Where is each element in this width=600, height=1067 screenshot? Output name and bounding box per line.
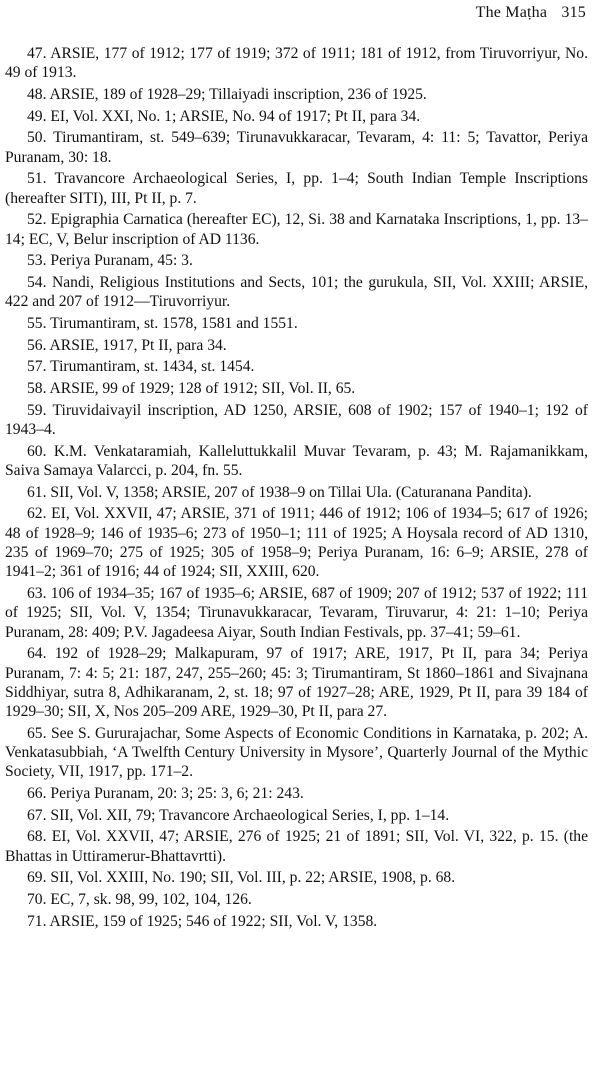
endnote xyxy=(5,210,588,249)
endnote-text: See S. Gururajachar, Some Aspects of Economic Conditions in Karnataka, p. 202; A. Venkatasubbiah, ‘A Twelfth Century University in Mysore’, Quarterly Journal of the Mythic Society, VII, 1917, pp. 171–2. xyxy=(5,724,588,781)
endnote-text: K.M. Venkataramiah, Kalleluttukkalil Muvar Tevaram, p. 43; M. Rajamanikkam, Saiva Samaya Valarcci, p. 204, fn. 55. xyxy=(5,442,588,480)
page-number: 315 xyxy=(561,4,586,21)
endnote xyxy=(5,806,588,825)
endnote-number: 48. xyxy=(27,85,47,103)
endnote-number: 63. xyxy=(27,584,47,602)
endnote-text: EI, Vol. XXI, No. 1; ARSIE, No. 94 of 1917; Pt II, para 34. xyxy=(46,107,421,125)
endnote xyxy=(5,827,588,866)
endnote-number: 53. xyxy=(27,252,47,270)
endnote-number: 61. xyxy=(27,483,47,501)
endnote-number: 64. xyxy=(27,645,47,663)
endnote xyxy=(5,724,588,782)
endnote-text: EI, Vol. XXVII, 47; ARSIE, 276 of 1925; 21 of 1891; SII, Vol. VI, 322, p. 15. (the Bhattas in Uttiramerur-Bhattavrtti). xyxy=(5,828,588,865)
endnote-text: ARSIE, 1917, Pt II, para 34. xyxy=(46,336,227,354)
endnote xyxy=(5,379,588,398)
endnote xyxy=(5,584,588,642)
endnote-text: Nandi, Religious Institutions and Sects, 101; the gurukula, SII, Vol. XXIII; ARSIE, 422 and 207 of 1912—Tiruvorriyur. xyxy=(5,274,588,311)
endnote-number: 52. xyxy=(27,211,47,229)
endnote-text: EI, Vol. XXVII, 47; ARSIE, 371 of 1911; 446 of 1912; 106 of 1934–5; 617 of 1926; 48 of 1928–9; 146 of 1935–6; 273 of 1950–1; 111 of 1925; A Hoysala record of AD 1310, 235 of 1969–70; 275 of 1925; 305 of 1958–9; Periya Puranam, 16: 6–9; ARSIE, 278 of 1941–2; 361 of 1916; 44 of 1924; SII, XXIII, 620. xyxy=(5,505,588,581)
endnotes-list xyxy=(5,44,588,934)
endnote xyxy=(5,401,588,440)
endnote-number: 67. xyxy=(27,806,47,824)
endnote xyxy=(5,169,588,208)
endnote-text: Epigraphia Carnatica (hereafter EC), 12, Si. 38 and Karnataka Inscriptions, 1, pp. 13–14; EC, V, Belur inscription of AD 1136. xyxy=(5,211,588,248)
endnote-text: Tirumantiram, st. 1434, st. 1454. xyxy=(46,358,255,376)
endnote-text: ARSIE, 99 of 1929; 128 of 1912; SII, Vol. II, 65. xyxy=(46,380,356,398)
endnote-number: 65. xyxy=(27,724,47,742)
endnote-number: 66. xyxy=(27,785,47,803)
endnote-number: 69. xyxy=(27,869,47,887)
endnote-text: Travancore Archaeological Series, I, pp. 1–4; South Indian Temple Inscriptions (hereafter SITI), III, Pt II, p. 7. xyxy=(5,170,588,207)
endnote-number: 60. xyxy=(27,442,47,460)
endnote-number: 56. xyxy=(27,336,47,354)
endnote-text: Tiruvidaivayil inscription, AD 1250, ARSIE, 608 of 1902; 157 of 1940–1; 192 of 1943–4. xyxy=(5,401,588,439)
endnote-text: Periya Puranam, 45: 3. xyxy=(46,252,193,270)
endnote xyxy=(5,107,588,126)
endnote-text: 106 of 1934–35; 167 of 1935–6; ARSIE, 687 of 1909; 207 of 1912; 537 of 1922; 111 of 1925; SII, Vol. V, 1354; Tirunavukkaracar, Tevaram, Tiruvarur, 4: 21: 1–10; Periya Puranam, 28: 409; P.V. Jagadeesa Aiyar, South Indian Festivals, pp. 37–41; 59–61. xyxy=(5,584,588,641)
endnote-text: ARSIE, 189 of 1928–29; Tillaiyadi inscription, 236 of 1925. xyxy=(46,85,427,103)
endnote-number: 54. xyxy=(27,274,47,291)
running-header xyxy=(476,4,586,22)
endnote xyxy=(5,504,588,581)
endnote-number: 71. xyxy=(27,912,47,930)
endnote xyxy=(5,644,588,721)
endnote-text: Tirumantiram, st. 549–639; Tirunavukkaracar, Tevaram, 4: 11: 5; Tavattor, Periya Puranam, 30: 18. xyxy=(5,129,588,166)
endnote xyxy=(5,336,588,355)
endnote-number: 68. xyxy=(27,828,47,846)
endnote xyxy=(5,128,588,167)
endnote xyxy=(5,483,588,502)
endnote xyxy=(5,784,588,803)
endnote-number: 58. xyxy=(27,380,47,398)
endnote-number: 49. xyxy=(27,107,47,125)
endnote-number: 51. xyxy=(27,170,47,188)
endnote xyxy=(5,44,588,83)
endnote xyxy=(5,273,588,312)
endnote xyxy=(5,868,588,887)
endnote xyxy=(5,442,588,481)
endnote-text: ARSIE, 177 of 1912; 177 of 1919; 372 of 1911; 181 of 1912, from Tiruvorriyur, No. 49 of 1913. xyxy=(5,45,588,82)
endnote xyxy=(5,314,588,333)
endnote-number: 55. xyxy=(27,314,47,332)
endnote-text: Tirumantiram, st. 1578, 1581 and 1551. xyxy=(46,314,298,332)
endnote-text: ARSIE, 159 of 1925; 546 of 1922; SII, Vol. V, 1358. xyxy=(46,912,378,930)
endnote-text: 192 of 1928–29; Malkapuram, 97 of 1917; ARE, 1917, Pt II, para 34; Periya Puranam, 7: 4: 5; 21: 187, 247, 255–260; 45: 3; Tirumantiram, St 1860–1861 and Sivajnana Siddhiyar, sutra 8, Adhikaranam, 2, st. 18; 97 of 1927–28; ARE, 1929, Pt II, para 39 184 of 1929–30; SII, X, Nos 205–209 ARE, 1929–30, Pt II, para 27. xyxy=(5,645,588,721)
endnote-text: Periya Puranam, 20: 3; 25: 3, 6; 21: 243. xyxy=(46,785,304,803)
endnote-number: 70. xyxy=(27,891,47,909)
endnote-text: EC, 7, sk. 98, 99, 102, 104, 126. xyxy=(46,891,252,909)
endnote xyxy=(5,85,588,104)
endnote-number: 57. xyxy=(27,358,47,376)
endnote xyxy=(5,251,588,270)
endnote-number: 62. xyxy=(27,505,47,523)
endnote-text: SII, Vol. XII, 79; Travancore Archaeological Series, I, pp. 1–14. xyxy=(46,806,450,824)
endnote xyxy=(5,357,588,376)
endnote xyxy=(5,890,588,909)
endnote-number: 50. xyxy=(27,129,47,147)
endnote xyxy=(5,912,588,931)
endnote-number: 47. xyxy=(27,45,47,62)
endnote-number: 59. xyxy=(27,401,47,419)
running-title: The Maṭha xyxy=(475,4,548,21)
endnote-text: SII, Vol. V, 1358; ARSIE, 207 of 1938–9 on Tillai Ula. (Caturanana Pandita). xyxy=(46,483,532,501)
endnote-text: SII, Vol. XXIII, No. 190; SII, Vol. III, p. 22; ARSIE, 1908, p. 68. xyxy=(46,869,456,887)
